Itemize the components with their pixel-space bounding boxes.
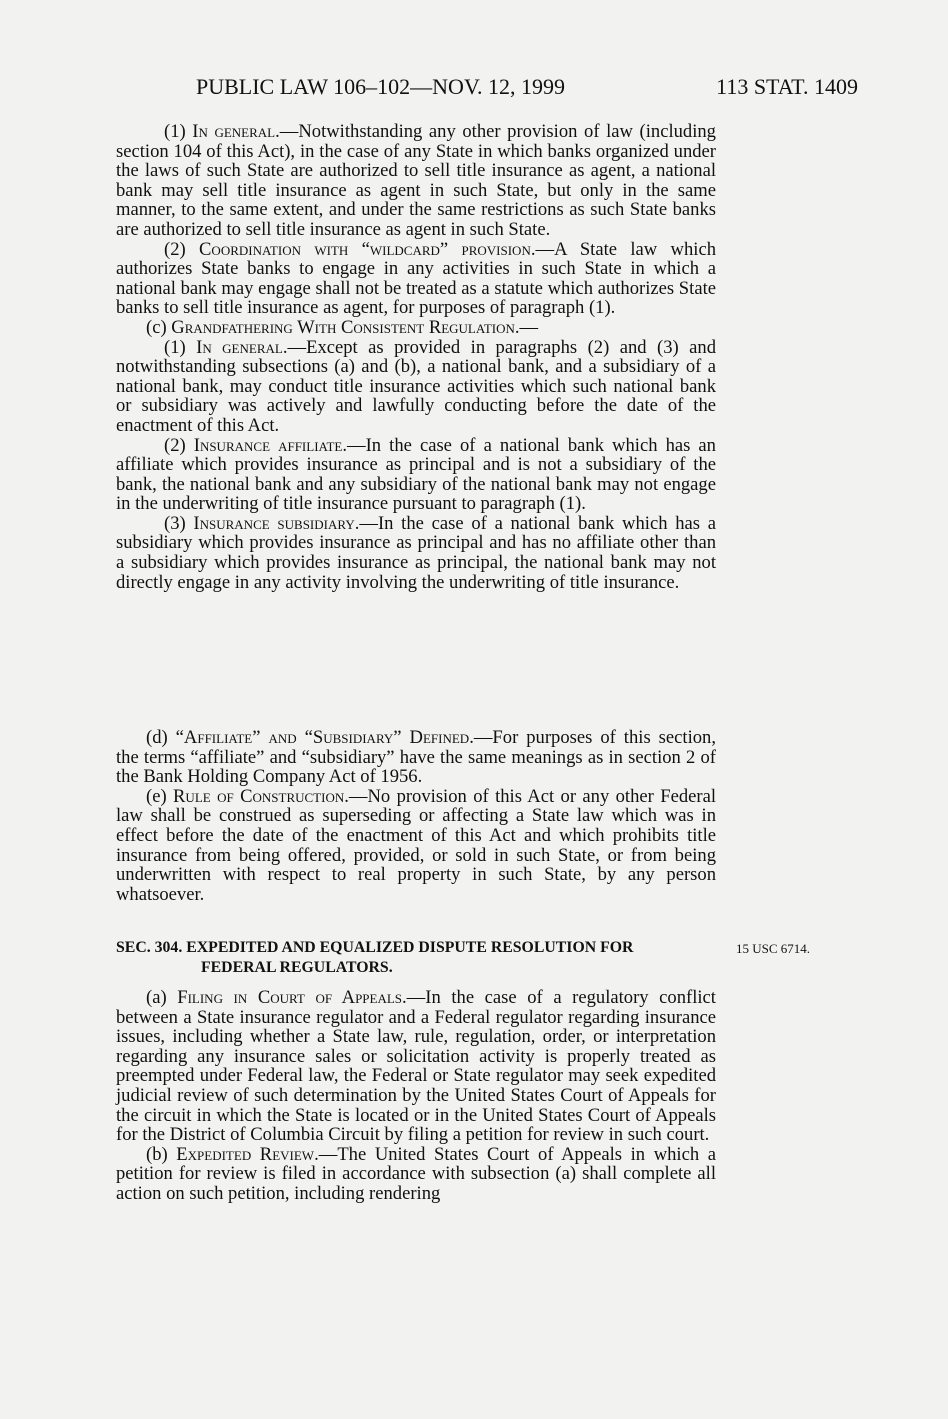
subsection-d-definitions: (d) “Affiliate” and “Subsidiary” Defined.—For purposes of this section, the terms “affiliate” and “subsidiary” have the same meanings as in section 2 of the Bank Holding Company Act of 1956. — [116, 727, 716, 788]
section-heading-line-2: FEDERAL REGULATORS. — [201, 958, 393, 976]
paragraph-1-in-general: (1) In general.—Notwithstanding any other provision of law (including section 104 of this Act), in the case of any State in which banks organized under the laws of such State are authorized to sell title insurance as agent, a national bank may sell title insurance as agent in such State, but only in the same manner, to the same extent, and under the same restrictions as such State banks are authorized to sell title insurance as agent in such State. — [116, 121, 716, 240]
subsection-e-rule-of-construction: (e) Rule of Construction.—No provision of this Act or any other Federal law shall be construed as superseding or affecting a State law which was in effect before the date of the enactment of this Act and which prohibits title insurance from being offered, provided, or sold in such State, or from being underwritten with respect to real property in such State, by any person whatsoever. — [116, 785, 716, 905]
block-definitions-and-construction — [116, 728, 716, 904]
section-heading-line-1: SEC. 304. EXPEDITED AND EQUALIZED DISPUTE RESOLUTION FOR — [116, 939, 634, 956]
paragraph-2-coordination: (2) Coordination with “wildcard” provision.—A State law which authorizes State banks to engage in any activities in such State in which a national bank may engage shall not be treated as a statute which authorizes State banks to sell title insurance as agent, for purposes of paragraph (1). — [116, 238, 716, 319]
running-header — [196, 74, 858, 104]
block-title-insurance-paragraphs — [116, 122, 716, 592]
section-304-subsection-a: (a) Filing in Court of Appeals.—In the case of a regulatory conflict between a State insurance regulator and a Federal regulator regarding insurance issues, including whether a State law, rule, regulation, order, or interpretation regarding any insurance sales or solicitation activity is properly treated as preempted under Federal law, the Federal or State regulator may seek expedited judicial review of such determination by the United States Court of Appeals for the circuit in which the State is located or in the United States Court of Appeals for the District of Columbia Circuit by filing a petition for review in such court. — [116, 987, 716, 1146]
subsection-c-paragraph-1: (1) In general.—Except as provided in paragraphs (2) and (3) and notwithstanding subsections (a) and (b), a national bank, and a subsidiary of a national bank, may conduct title insurance activities which such national bank or subsidiary was actively and lawfully conducting before the date of the enactment of this Act. — [116, 336, 716, 436]
header-page-number: 113 STAT. 1409 — [716, 74, 858, 99]
subsection-c-paragraph-2: (2) Insurance affiliate.—In the case of a national bank which has an affiliate which provides insurance as principal and is not a subsidiary of the bank, the national bank and any subsidiary of the national bank may not engage in the underwriting of title insurance pursuant to paragraph (1). — [116, 434, 716, 515]
subsection-c-heading: (c) Grandfathering With Consistent Regulation.— — [146, 316, 539, 338]
subsection-c-paragraph-3: (3) Insurance subsidiary.—In the case of a national bank which has a subsidiary which provides insurance as principal and has no affiliate other than a subsidiary which provides insurance as principal, the national bank may not directly engage in any activity involving the underwriting of title insurance. — [116, 512, 716, 593]
header-law-citation: PUBLIC LAW 106–102—NOV. 12, 1999 — [196, 74, 565, 99]
section-304-subsection-b: (b) Expedited Review.—The United States Court of Appeals in which a petition for review is filed in accordance with subsection (a) shall complete all action on such petition, including rendering — [116, 1143, 716, 1204]
block-section-304-text — [116, 988, 716, 1204]
section-304-heading — [116, 938, 716, 977]
usc-margin-note: 15 USC 6714. — [736, 941, 811, 956]
